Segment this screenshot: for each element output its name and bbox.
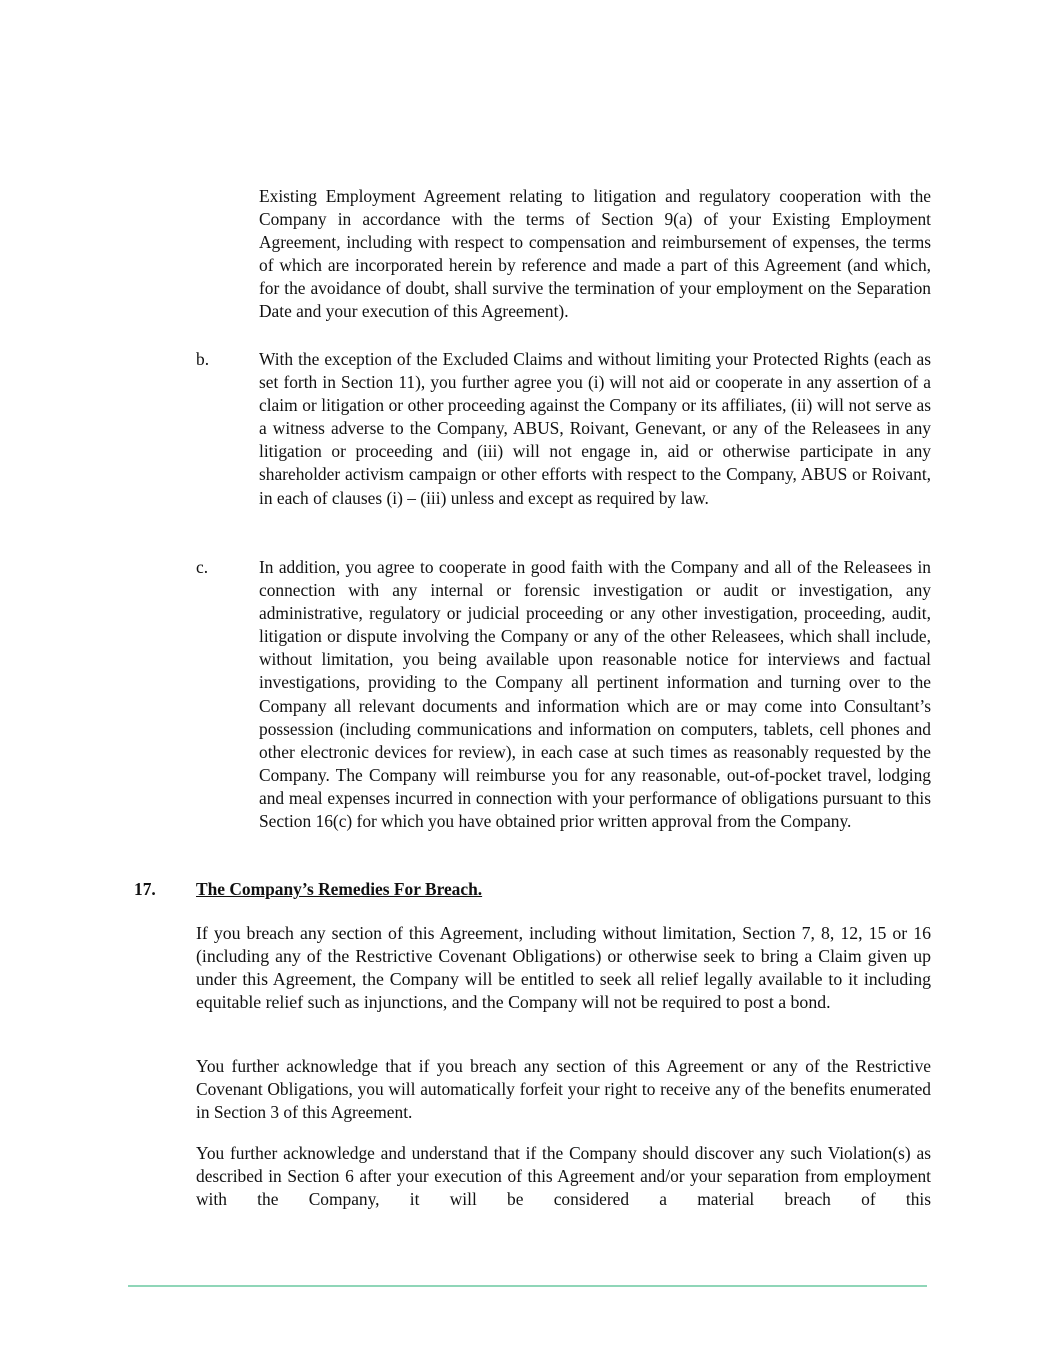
list-item-text: With the exception of the Excluded Claims and without limiting your Protected Rights (each as set forth in Section 11), you further agree you (i) will not aid or cooperate in any assertion of a claim or litigation or other proceeding against the Company or its affiliates, (ii) will not serve as a witness adverse to the Company, ABUS, Roivant, Genevant, or any of the Releasees in any litigation or proceeding and (iii) will not engage in, aid or otherwise participate in any shareholder activism campaign or other efforts with respect to the Company, ABUS or Roivant, in each of clauses (i) – (iii) unless and except as required by law. — [259, 349, 931, 508]
list-item-b — [196, 348, 931, 510]
section-paragraph: You further acknowledge that if you breach any section of this Agreement or any of the Restrictive Covenant Obligations, you will automatically forfeit your right to receive any of the benefits enumerated in Section 3 of this Agreement. — [196, 1056, 931, 1123]
section-number: 17. — [134, 879, 156, 899]
section-paragraph: If you breach any section of this Agreement, including without limitation, Section 7, 8, 12, 15 or 16 (including any of the Restrictive Covenant Obligations) or otherwise seek to bring a Claim given up under this Agreement, the Company will be entitled to seek all relief legally available to it including equitable relief such as injunctions, and the Company will not be required to post a bond. — [196, 923, 931, 1013]
list-marker: b. — [196, 349, 210, 369]
list-item-c — [196, 556, 931, 833]
list-item-text: In addition, you agree to cooperate in good faith with the Company and all of the Releasees in connection with any internal or forensic investigation or audit or investigation, any administrative, regulatory or judicial proceeding or any other investigation, proceeding, audit, litigation or dispute involving the Company or any of the other Releasees, which shall include, without limitation, you being available upon reasonable notice for interviews and factual investigations, providing to the Company all pertinent information and turning over to the Company all relevant documents and information which are or may come into Consultant’s possession (including communications and information on computers, tablets, cell phones and other electronic devices for review), in each case at such times as reasonably requested by the Company. The Company will reimburse you for any reasonable, out-of-pocket travel, lodging and meal expenses incurred in connection with your performance of obligations pursuant to this Section 16(c) for which you have obtained prior written approval from the Company. — [259, 557, 931, 832]
continuation-paragraph: Existing Employment Agreement relating to litigation and regulatory cooperation with the Company in accordance with the terms of Section 9(a) of your Existing Employment Agreement, including with respect to compensation and reimbursement of expenses, the terms of which are incorporated herein by reference and made a part of this Agreement (and which, for the avoidance of doubt, shall survive the termination of your employment on the Separation Date and your execution of this Agreement). — [259, 186, 931, 322]
footer-divider — [128, 1285, 927, 1287]
list-marker: c. — [196, 557, 209, 577]
section-paragraph: You further acknowledge and understand that if the Company should discover any such Violation(s) as described in Section 6 after your execution of this Agreement and/or your separation from employment with the Company, it will be considered a material breach of this — [196, 1143, 931, 1210]
section-title: The Company’s Remedies For Breach. — [196, 879, 483, 899]
